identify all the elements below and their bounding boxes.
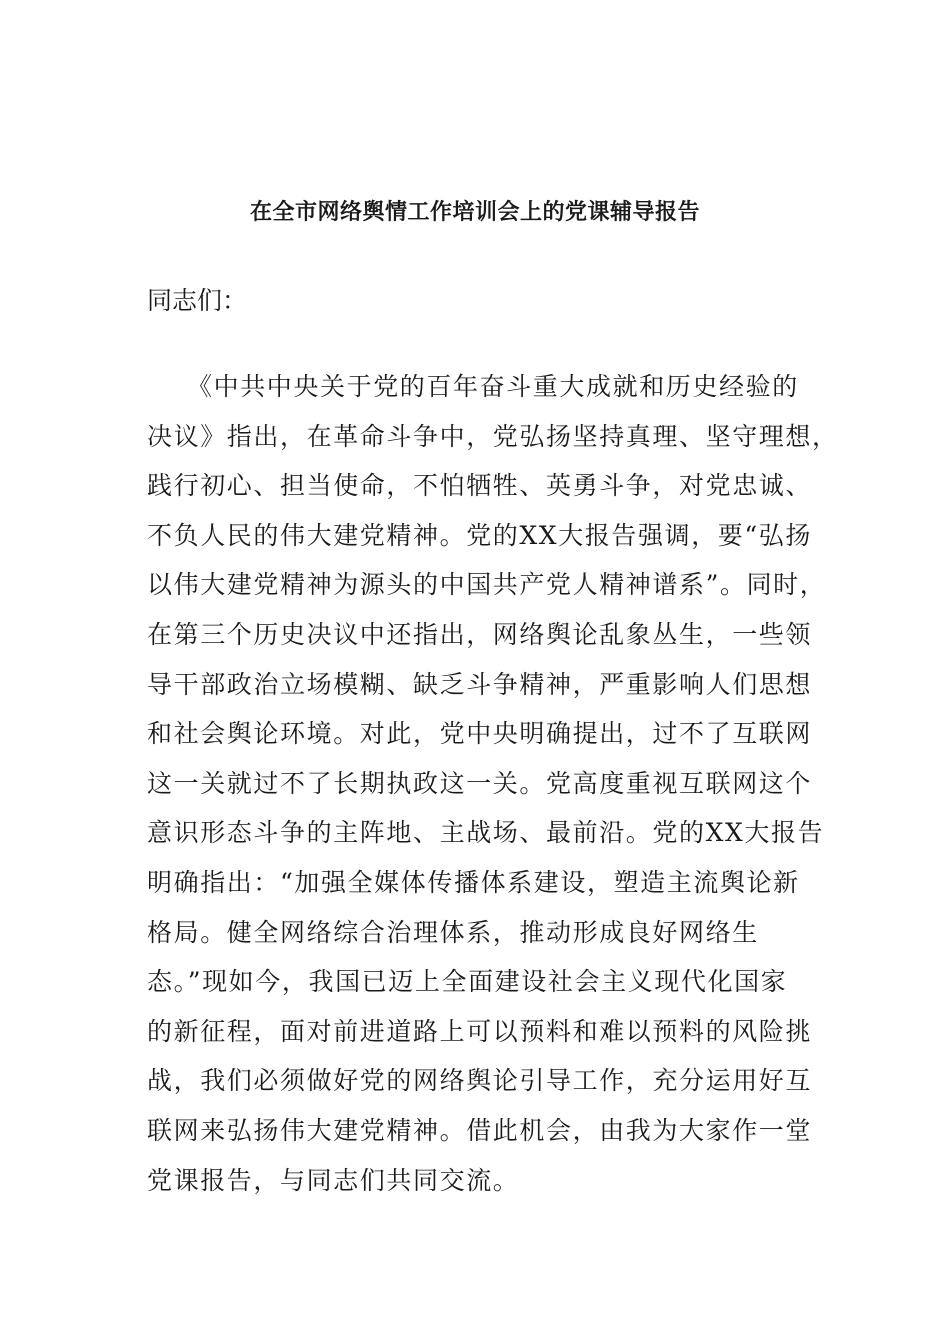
salutation: 同志们： — [147, 286, 248, 315]
paragraph-line: 在第三个历史决议中还指出，网络舆论乱象丛生，一些领 — [147, 619, 813, 649]
paragraph-line: 态。”现如今，我国已迈上全面建设社会主义现代化国家 — [147, 967, 788, 997]
paragraph-line: 战，我们必须做好党的网络舆论引导工作，充分运用好互 — [147, 1066, 813, 1096]
paragraph-line: 联网来弘扬伟大建党精神。借此机会，由我为大家作一堂 — [147, 1115, 813, 1145]
paragraph-line: 格局。健全网络综合治理体系，推动形成良好网络生 — [147, 917, 759, 947]
paragraph-line: 以伟大建党精神为源头的中国共产党人精神谱系”。同时， — [147, 570, 827, 600]
paragraph-line: 的新征程，面对前进道路上可以预料和难以预料的风险挑 — [147, 1016, 813, 1046]
paragraph-line: 这一关就过不了长期执政这一关。党高度重视互联网这个 — [147, 768, 813, 798]
paragraph-line: 决议》指出，在革命斗争中，党弘扬坚持真理、坚守理想， — [147, 421, 839, 451]
paragraph-line: 党课报告，与同志们共同交流。 — [147, 1165, 520, 1195]
paragraph-line: 不负人民的伟大建党精神。党的XX大报告强调，要“弘扬 — [147, 520, 812, 550]
paragraph-line: 导干部政治立场模糊、缺乏斗争精神，严重影响人们思想 — [147, 669, 813, 699]
document-title: 在全市网络舆情工作培训会上的党课辅导报告 — [249, 200, 700, 225]
body-paragraph — [147, 362, 839, 1205]
paragraph-line: 践行初心、担当使命，不怕牺牲、英勇斗争，对党忠诚、 — [147, 471, 813, 501]
paragraph-line: 和社会舆论环境。对此，党中央明确提出，过不了互联网 — [147, 719, 813, 749]
paragraph-line: 明确指出：“加强全媒体传播体系建设，塑造主流舆论新 — [147, 867, 800, 897]
paragraph-line: 意识形态斗争的主阵地、主战场、最前沿。党的XX大报告 — [147, 818, 825, 848]
paragraph-line: 《中共中央关于党的百年奋斗重大成就和历史经验的 — [187, 372, 799, 401]
